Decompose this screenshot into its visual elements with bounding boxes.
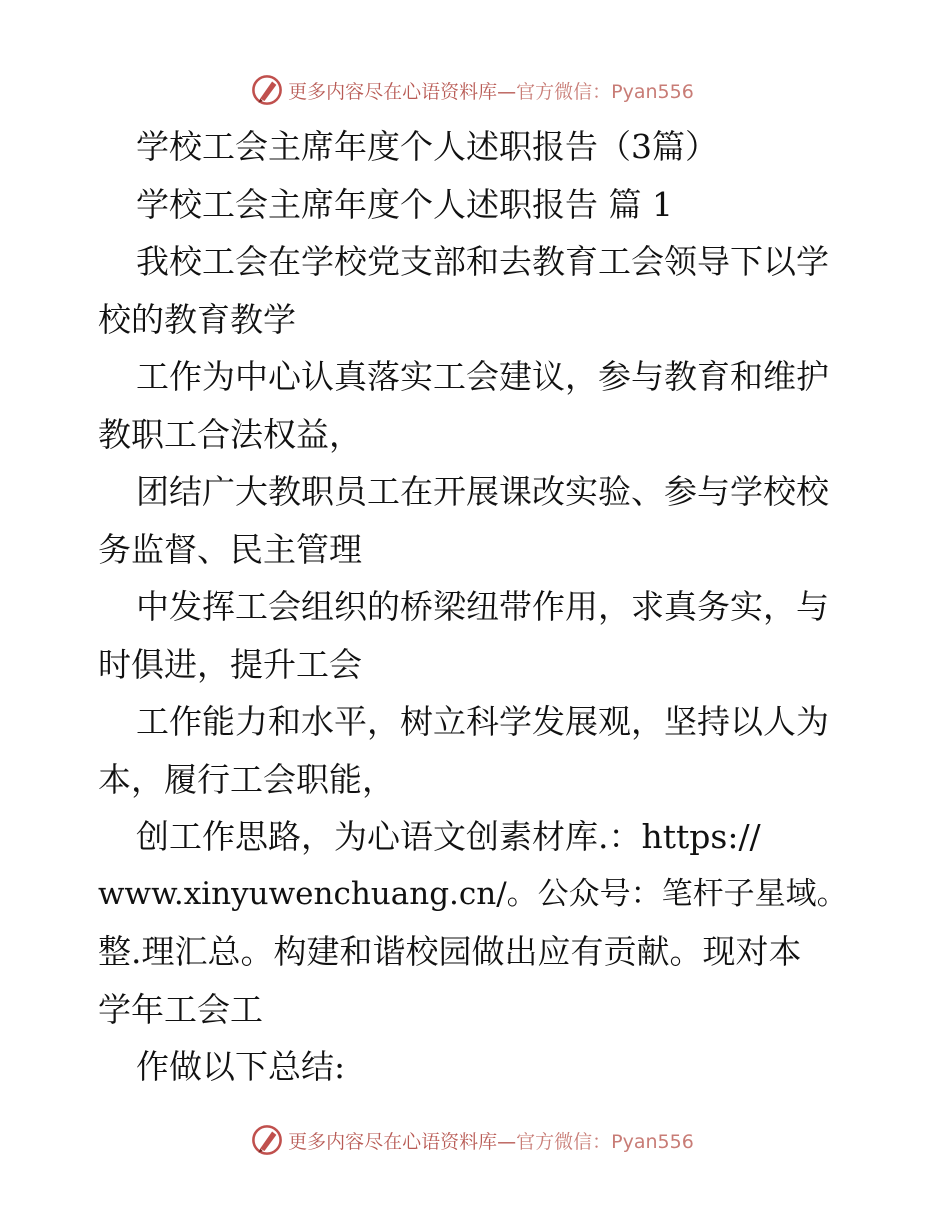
paragraph-line: 时俱进，提升工会 [98,644,362,684]
header-banner [0,70,950,110]
paragraph-line-url: www.xinyuwenchuang.cn/。公众号：笔杆子星域。 [98,875,848,912]
header-banner-main: 更多内容尽在心语资料库 [288,80,498,103]
section-heading: 学校工会主席年度个人述职报告 篇 1 [136,184,673,224]
paragraph-line: 务监督、民主管理 [98,529,362,569]
paragraph-line: 学年工会工 [98,989,263,1029]
paragraph-line: 工作能力和水平，树立科学发展观，坚持以人为 [136,702,829,741]
document-body [98,118,854,1096]
paragraph-line: 整.理汇总。构建和谐校园做出应有贡献。现对本 [98,932,802,971]
footer-banner [0,1120,950,1160]
paragraph-line: 工作为中心认真落实工会建议，参与教育和维护 [136,357,829,396]
paragraph-line: 作做以下总结: [136,1047,346,1086]
footer-banner-main: 更多内容尽在心语资料库 [288,1130,498,1153]
paragraph-line: 中发挥工会组织的桥梁纽带作用，求真务实，与 [136,587,829,626]
paragraph-line: 校的教育教学 [98,299,296,339]
paragraph-line: 团结广大教职员工在开展课改实验、参与学校校 [136,472,829,511]
header-banner-dash: — [497,80,517,103]
paragraph-line: 教职工合法权益， [98,414,362,454]
header-banner-wechat: 官方微信：Pyan556 [516,80,694,103]
pen-circle-logo-icon [250,1123,284,1157]
paragraph-line: 我校工会在学校党支部和去教育工会领导下以学 [136,242,829,281]
paragraph-line: 本，履行工会职能， [98,759,395,799]
doc-title: 学校工会主席年度个人述职报告（3篇） [136,127,718,166]
pen-circle-logo-icon [250,73,284,107]
paragraph-line: 创工作思路，为心语文创素材库.：https:// [136,817,761,856]
footer-banner-wechat: 官方微信：Pyan556 [516,1130,694,1153]
footer-banner-text [288,1127,694,1154]
header-banner-text [288,77,694,104]
footer-banner-dash: — [497,1130,517,1153]
